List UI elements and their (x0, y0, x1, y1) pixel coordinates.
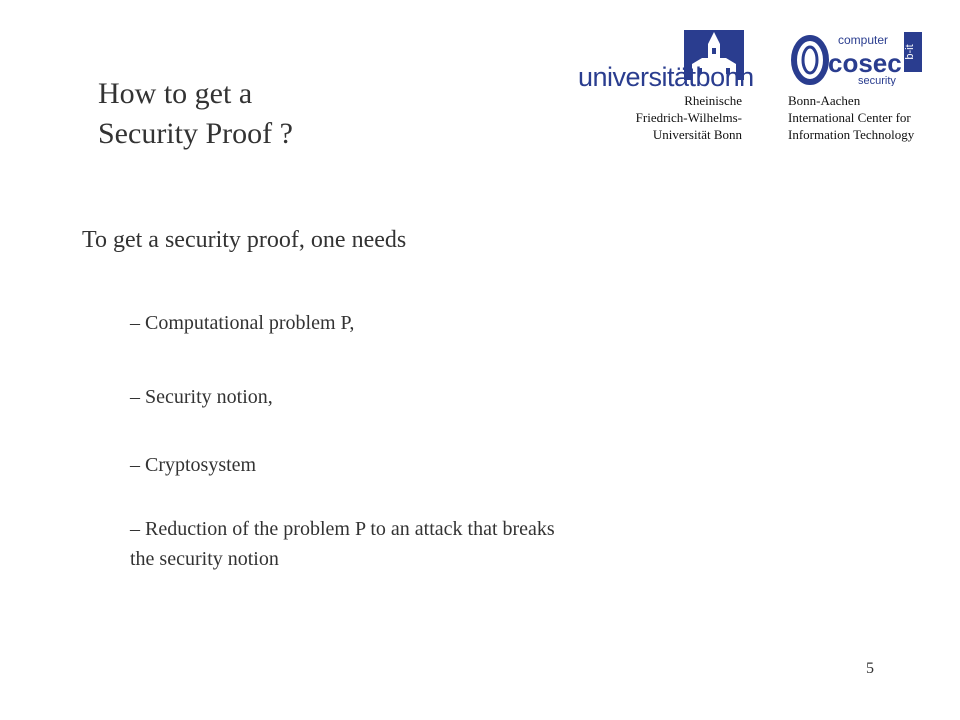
bit-subtitle-line-2: International Center for (788, 110, 911, 125)
university-bonn-logo (578, 30, 754, 150)
intro-text: To get a security proof, one needs (82, 227, 407, 253)
bit-word: b-it (904, 44, 916, 60)
cosec-word-computer: computer (838, 33, 889, 47)
bit-subtitle-line-3: Information Technology (788, 127, 915, 142)
bullet-reduction: – Reduction of the problem P to an attack that breaks (130, 518, 555, 540)
bit-subtitle (788, 92, 914, 143)
bonn-subtitle-line-1: Rheinische (684, 93, 742, 108)
slide-title (98, 74, 293, 154)
bullet-computational-problem: – Computational problem P, (130, 312, 355, 334)
bullet-cryptosystem: – Cryptosystem (130, 454, 257, 476)
cosec-emblem-icon (788, 30, 934, 86)
bonn-subtitle (636, 92, 742, 143)
bullet-reduction-continued: the security notion (130, 548, 279, 570)
bonn-subtitle-line-3: Universität Bonn (652, 127, 742, 142)
title-line-2: Security Proof ? (98, 117, 293, 150)
bit-cosec-logo (788, 30, 938, 150)
cosec-word-cosec: cosec (828, 48, 902, 78)
bullet-security-notion: – Security notion, (130, 386, 273, 408)
page-number: 5 (866, 660, 874, 677)
cosec-word-security: security (858, 75, 896, 86)
bonn-subtitle-line-2: Friedrich-Wilhelms- (635, 110, 742, 125)
bonn-wordmark: universitätbonn (578, 62, 754, 92)
bit-subtitle-line-1: Bonn-Aachen (788, 93, 861, 108)
title-line-1: How to get a (98, 77, 253, 110)
